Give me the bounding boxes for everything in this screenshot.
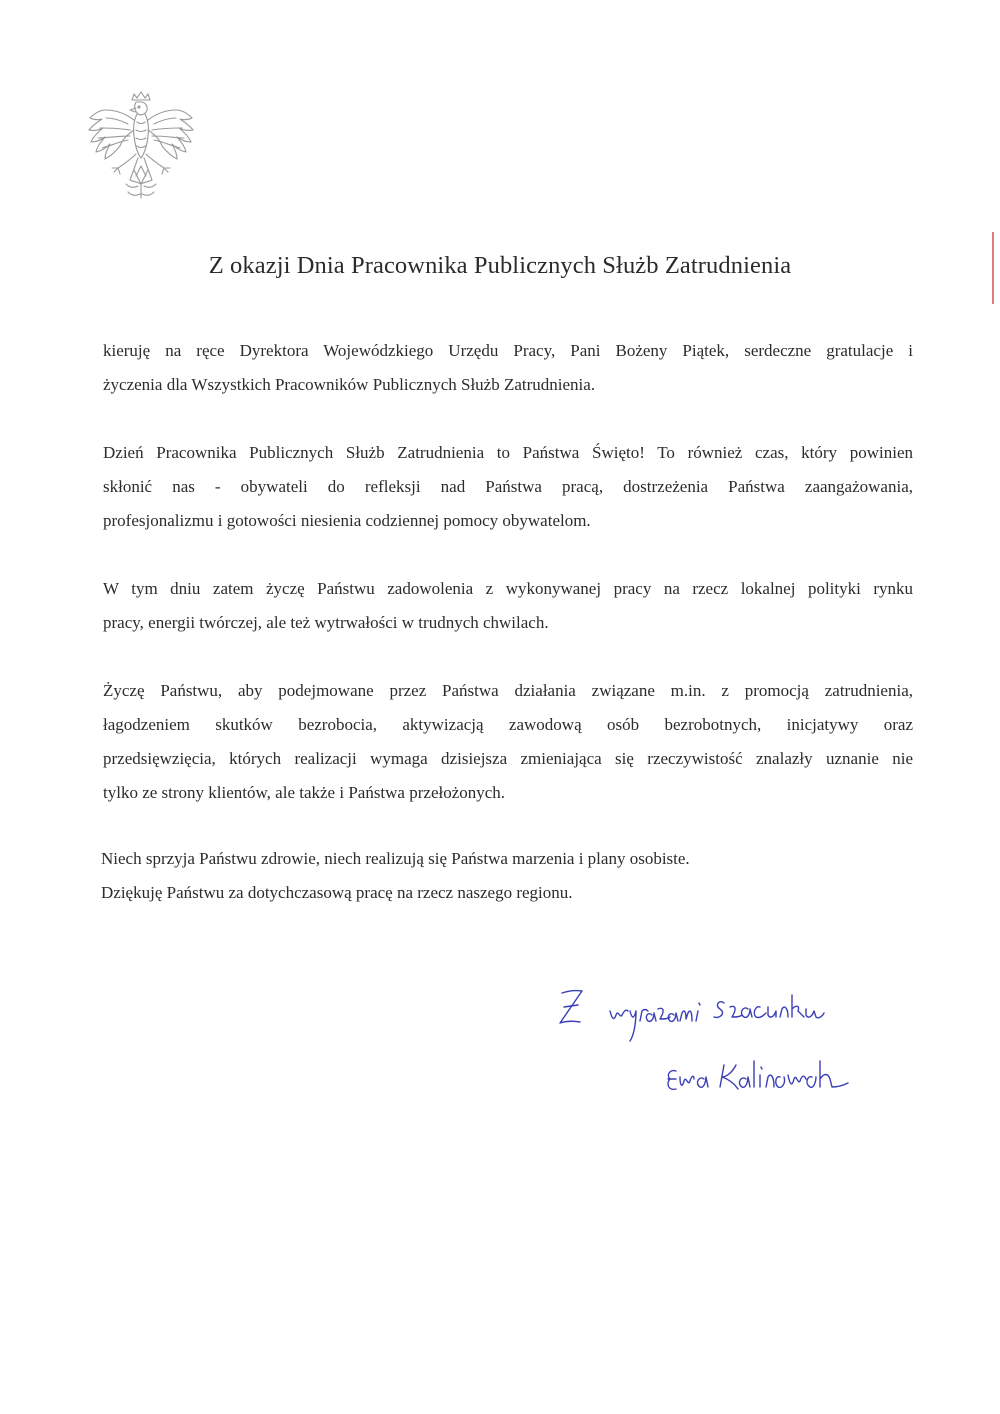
paragraph-line: profesjonalizmu i gotowości niesienia codziennej pomocy obywatelom. <box>103 511 591 530</box>
paragraph-line: łagodzeniem skutków bezrobocia, aktywizacją zawodową osób bezrobotnych, inicjatywy oraz <box>103 715 913 734</box>
paragraph-line: kieruję na ręce Dyrektora Wojewódzkiego Urzędu Pracy, Pani Bożeny Piątek, serdeczne gratulacje i <box>103 341 913 360</box>
paragraph-activities <box>103 674 913 810</box>
paragraph-line: Dzień Pracownika Publicznych Służb Zatrudnienia to Państwa Święto! To również czas, który powinien <box>103 443 913 462</box>
paragraph-line: Niech sprzyja Państwu zdrowie, niech realizują się Państwa marzenia i plany osobiste. <box>101 849 690 868</box>
paragraph-line: W tym dniu zatem życzę Państwu zadowolenia z wykonywanej pracy na rzecz lokalnej polityki rynku <box>103 579 913 598</box>
white-eagle-emblem-icon <box>84 88 198 208</box>
paragraph-line: Dziękuję Państwu za dotychczasową pracę na rzecz naszego regionu. <box>101 883 573 902</box>
paragraph-line: życzenia dla Wszystkich Pracowników Publicznych Służb Zatrudnienia. <box>103 375 596 394</box>
handwritten-signature <box>548 975 888 1125</box>
paragraph-holiday <box>103 436 913 538</box>
paragraph-wishes <box>103 572 913 640</box>
paragraph-line: przedsięwzięcia, których realizacji wymaga dzisiejsza zmieniająca się rzeczywistość znalazły uznanie nie <box>103 749 913 768</box>
paragraph-greeting <box>103 334 913 402</box>
letter-title: Z okazji Dnia Pracownika Publicznych Służb Zatrudnienia <box>208 252 792 279</box>
paragraph-closing-wishes <box>101 842 911 910</box>
paragraph-line: Życzę Państwu, aby podejmowane przez Państwa działania związane m.in. z promocją zatrudnienia, <box>103 681 913 700</box>
paragraph-line: tylko ze strony klientów, ale także i Państwa przełożonych. <box>103 783 506 802</box>
paragraph-line: skłonić nas - obywateli do refleksji nad Państwa pracą, dostrzeżenia Państwa zaangażowania, <box>103 477 913 496</box>
paragraph-line: pracy, energii twórczej, ale też wytrwałości w trudnych chwilach. <box>103 613 549 632</box>
